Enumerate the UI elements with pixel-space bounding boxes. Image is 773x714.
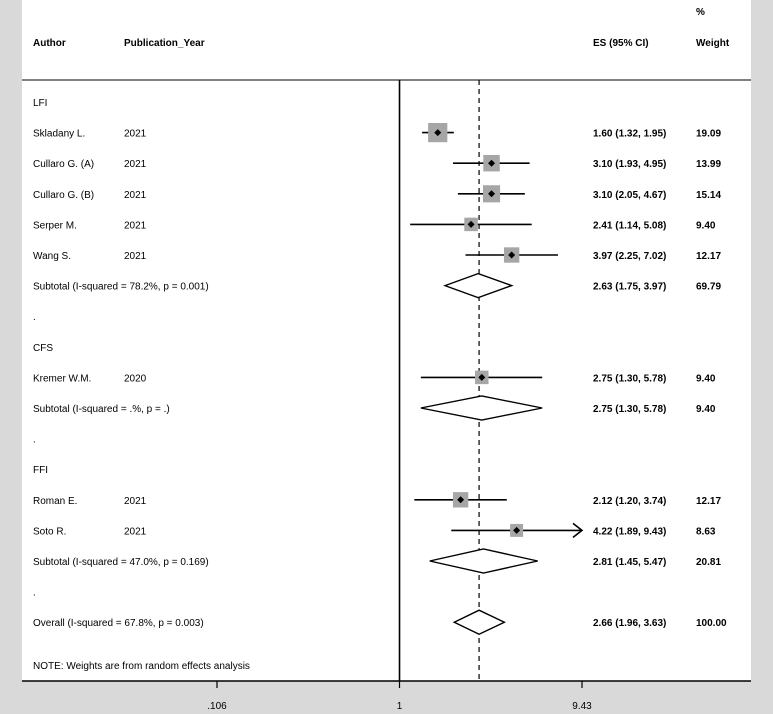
study-weight: 12.17: [696, 251, 722, 262]
study-year: 2020: [124, 373, 147, 385]
header-year: Publication_Year: [124, 38, 205, 49]
study-weight: 13.99: [696, 159, 722, 171]
study-author: Cullaro G. (A): [33, 159, 95, 171]
subtotal-label: Subtotal (I-squared = 47.0%, p = 0.169): [33, 557, 209, 568]
study-es-ci: 3.10 (2.05, 4.67): [593, 189, 667, 201]
group-label: CFS: [33, 342, 53, 354]
study-year: 2021: [124, 159, 147, 171]
subtotal-es-ci: 2.75 (1.30, 5.78): [593, 404, 667, 415]
study-author: Wang S.: [33, 251, 71, 262]
spacer-dot: .: [33, 434, 36, 446]
spacer-dot: .: [33, 312, 36, 324]
study-weight: 15.14: [696, 189, 722, 201]
study-es-ci: 4.22 (1.89, 9.43): [593, 526, 667, 538]
study-es-ci: 2.75 (1.30, 5.78): [593, 373, 667, 385]
footnote: NOTE: Weights are from random effects analysis: [33, 661, 250, 672]
spacer-dot: .: [33, 587, 36, 599]
subtotal-es-ci: 2.63 (1.75, 3.97): [593, 281, 667, 293]
study-author: Cullaro G. (B): [33, 189, 95, 201]
x-tick-label: 9.43: [572, 701, 592, 712]
study-author: Skladany L.: [33, 128, 86, 140]
study-weight: 12.17: [696, 495, 722, 507]
header-author: Author: [33, 38, 66, 49]
subtotal-label: Subtotal (I-squared = .%, p = .): [33, 404, 170, 415]
study-es-ci: 2.12 (1.20, 3.74): [593, 495, 667, 507]
study-author: Soto R.: [33, 526, 67, 538]
plot-panel: [22, 0, 751, 681]
subtotal-weight: 69.79: [696, 281, 722, 293]
group-label: LFI: [33, 98, 48, 109]
study-year: 2021: [124, 128, 147, 140]
study-es-ci: 2.41 (1.14, 5.08): [593, 220, 667, 232]
study-es-ci: 3.97 (2.25, 7.02): [593, 251, 667, 262]
overall-label: Overall (I-squared = 67.8%, p = 0.003): [33, 618, 204, 630]
subtotal-weight: 20.81: [696, 557, 722, 568]
study-weight: 9.40: [696, 220, 716, 232]
x-axis: [207, 681, 592, 712]
study-es-ci: 1.60 (1.32, 1.95): [593, 128, 667, 140]
x-tick-label: .106: [207, 701, 227, 712]
study-year: 2021: [124, 495, 147, 507]
study-year: 2021: [124, 220, 147, 232]
overall-weight: 100.00: [696, 618, 727, 630]
study-author: Serper M.: [33, 220, 77, 232]
x-tick-label: 1: [396, 701, 403, 712]
subtotal-es-ci: 2.81 (1.45, 5.47): [593, 557, 667, 568]
study-es-ci: 3.10 (1.93, 4.95): [593, 159, 667, 171]
subtotal-weight: 9.40: [696, 404, 716, 415]
study-year: 2021: [124, 189, 147, 201]
study-weight: 19.09: [696, 128, 722, 140]
study-year: 2021: [124, 251, 147, 262]
header-es: ES (95% CI): [593, 38, 649, 49]
study-weight: 9.40: [696, 373, 716, 385]
group-label: FFI: [33, 465, 48, 477]
study-year: 2021: [124, 526, 147, 538]
header-weight: Weight: [696, 38, 730, 49]
study-author: Kremer W.M.: [33, 373, 92, 385]
overall-es-ci: 2.66 (1.96, 3.63): [593, 618, 667, 630]
header-weight-pct: %: [696, 7, 705, 18]
subtotal-label: Subtotal (I-squared = 78.2%, p = 0.001): [33, 281, 209, 293]
study-author: Roman E.: [33, 495, 78, 507]
study-weight: 8.63: [696, 526, 716, 538]
